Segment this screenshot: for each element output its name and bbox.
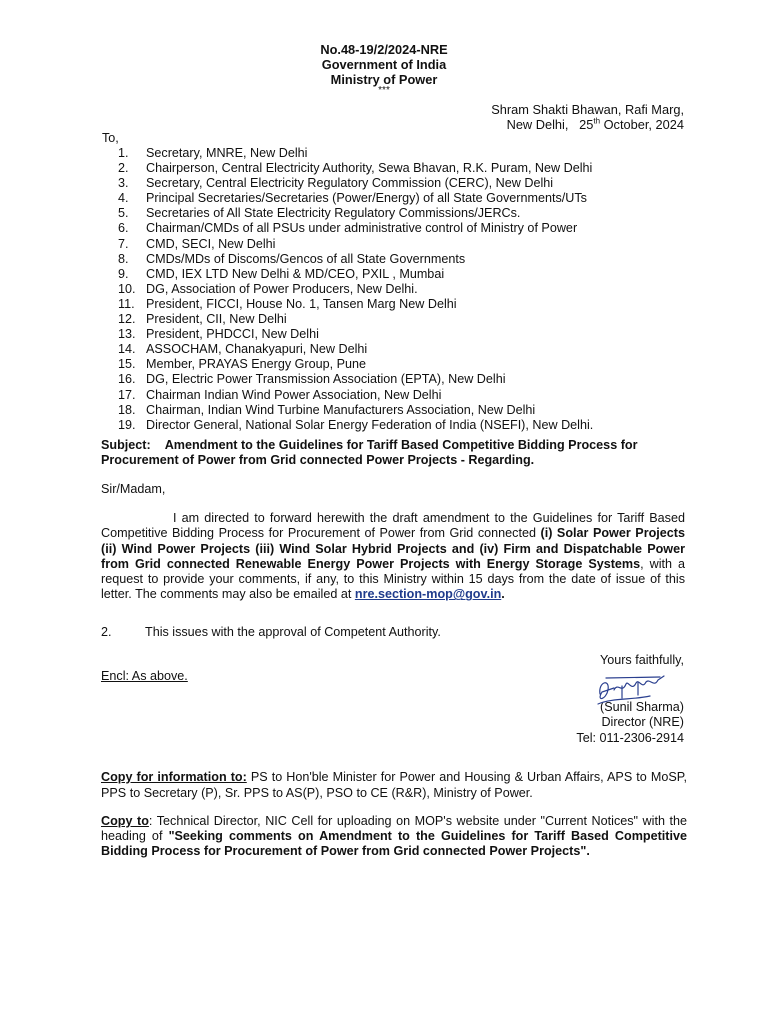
- para2-number: 2.: [101, 625, 112, 639]
- recipient-text: President, FICCI, House No. 1, Tansen Marg New Delhi: [146, 296, 457, 311]
- government-name: Government of India: [321, 57, 447, 72]
- recipient-item: [118, 327, 593, 342]
- recipient-item: [118, 176, 593, 191]
- recipient-item: [118, 191, 593, 206]
- sender-address: [491, 102, 684, 132]
- recipient-text: ASSOCHAM, Chanakyapuri, New Delhi: [146, 342, 368, 357]
- recipient-text: Member, PRAYAS Energy Group, Pune: [146, 357, 367, 372]
- copy-to-text: : Technical Director, NIC Cell for uploading on MOP's website under "Current Notices" with the heading of: [101, 814, 687, 843]
- recipient-number: 9.: [118, 266, 129, 281]
- subject-text: Amendment to the Guidelines for Tariff Based Competitive Bidding Process for Procurement of Power from Grid connected Power Projects - Regarding.: [101, 438, 638, 467]
- recipient-text: President, CII, New Delhi: [146, 312, 287, 327]
- recipient-item: [118, 342, 593, 357]
- recipient-number: 1.: [118, 146, 129, 160]
- handwritten-signature: [592, 668, 672, 708]
- recipient-text: Secretary, MNRE, New Delhi: [146, 146, 308, 160]
- recipient-text: Director General, National Solar Energy Federation of India (NSEFI), New Delhi.: [146, 417, 594, 432]
- recipient-number: 16.: [118, 372, 136, 387]
- copy-to: [101, 814, 687, 859]
- recipient-text: President, PHDCCI, New Delhi: [146, 327, 319, 342]
- date-month-year: October, 2024: [603, 117, 684, 132]
- recipient-text: Chairperson, Central Electricity Authority, Sewa Bhavan, R.K. Puram, New Delhi: [146, 161, 593, 176]
- copy-for-information: [101, 770, 687, 801]
- subject-label: Subject:: [101, 438, 151, 452]
- para2-text: This issues with the approval of Competent Authority.: [145, 625, 441, 639]
- recipient-text: CMD, IEX LTD New Delhi & MD/CEO, PXIL , Mumbai: [146, 266, 445, 281]
- para1-text-2: , with a request to provide your comments, if any, to this Ministry within 15 days from the date of issue of this letter. The comments may also be emailed at: [101, 556, 685, 602]
- recipient-number: 4.: [118, 191, 129, 206]
- recipient-text: Secretaries of All State Electricity Regulatory Commissions/JERCs.: [146, 206, 521, 221]
- recipient-number: 2.: [118, 161, 129, 176]
- recipient-item: [118, 297, 593, 312]
- recipient-number: 11.: [118, 296, 135, 311]
- recipient-item: [118, 267, 593, 282]
- copy-info-label: Copy for information to:: [101, 770, 247, 784]
- recipient-text: DG, Electric Power Transmission Association (EPTA), New Delhi: [146, 372, 506, 387]
- recipient-number: 18.: [118, 402, 136, 417]
- recipient-text: Chairman, Indian Wind Turbine Manufacturers Association, New Delhi: [146, 402, 536, 417]
- ministry-name: Ministry of Power: [330, 72, 438, 87]
- body-paragraph-2: [101, 625, 441, 640]
- to-label: To,: [102, 131, 119, 145]
- date-day-suffix: th: [593, 116, 601, 126]
- date-line: [491, 117, 684, 132]
- recipient-number: 15.: [118, 357, 136, 372]
- recipient-number: 3.: [118, 176, 129, 191]
- recipient-number: 7.: [118, 236, 129, 251]
- recipient-item: [118, 252, 593, 267]
- letter-header: [0, 42, 768, 95]
- recipient-number: 6.: [118, 221, 129, 236]
- recipient-text: DG, Association of Power Producers, New Delhi.: [146, 281, 418, 296]
- recipient-text: CMDs/MDs of Discoms/Gencos of all State Governments: [146, 251, 466, 266]
- signatory-tel: Tel: 011-2306-2914: [576, 730, 684, 745]
- recipient-item: [118, 161, 593, 176]
- recipient-item: [118, 372, 593, 387]
- recipient-item: [118, 282, 593, 297]
- recipient-number: 5.: [118, 206, 129, 221]
- date-day: 25: [579, 117, 594, 132]
- recipient-number: 17.: [118, 387, 136, 402]
- copy-to-heading: "Seeking comments on Amendment to the Guidelines for Tariff Based Competitive Bidding Process for Procurement of Power from Grid connected Power Projects".: [101, 829, 688, 858]
- subject-line: [101, 438, 691, 468]
- recipient-text: Chairman/CMDs of all PSUs under administrative control of Ministry of Power: [146, 221, 578, 236]
- recipient-item: [118, 237, 593, 252]
- recipient-number: 10.: [118, 281, 136, 296]
- address-city: New Delhi,: [506, 117, 569, 132]
- header-stars: ***: [378, 85, 390, 96]
- recipient-item: [118, 146, 593, 161]
- recipient-item: [118, 206, 593, 221]
- copy-info-text: PS to Hon'ble Minister for Power and Housing & Urban Affairs, APS to MoSP, PPS to Secretary (P), Sr. PPS to AS(P), PSO to CE (R&R), Ministry of Power.: [101, 770, 687, 800]
- recipient-text: Chairman Indian Wind Power Association, New Delhi: [146, 387, 442, 402]
- recipient-item: [118, 388, 593, 403]
- recipient-number: 13.: [118, 327, 136, 342]
- closing: Yours faithfully,: [599, 653, 684, 667]
- para1-end: .: [501, 587, 505, 602]
- salutation: Sir/Madam,: [101, 482, 166, 496]
- signatory-designation: Director (NRE): [601, 715, 684, 729]
- copy-to-label: Copy to: [101, 814, 149, 828]
- recipient-item: [118, 403, 593, 418]
- recipient-text: Secretary, Central Electricity Regulatory Commission (CERC), New Delhi: [146, 176, 554, 191]
- recipient-list: [118, 146, 593, 433]
- encl-text: : As above.: [125, 669, 188, 683]
- recipient-item: [118, 312, 593, 327]
- file-number: No.48-19/2/2024-NRE: [320, 42, 448, 57]
- body-paragraph-1: [101, 511, 685, 603]
- para1-bold-projects: (i) Solar Power Projects (ii) Wind Power Projects (iii) Wind Solar Hybrid Projects and (iv) Firm and Dispatchable Power from Grid connected Renewable Energy Power Projects with Energy Storage Systems: [101, 526, 685, 571]
- email-link[interactable]: nre.section-mop@gov.in: [354, 587, 502, 602]
- recipient-number: 8.: [118, 251, 129, 266]
- address-line: Shram Shakti Bhawan, Rafi Marg,: [491, 102, 684, 117]
- signatory-name: (Sunil Sharma): [600, 699, 684, 714]
- recipient-text: Principal Secretaries/Secretaries (Power/Energy) of all State Governments/UTs: [146, 191, 587, 206]
- recipient-number: 12.: [118, 312, 136, 327]
- recipient-item: [118, 418, 593, 433]
- recipient-number: 19.: [118, 417, 136, 432]
- para1-text-1: I am directed to forward herewith the draft amendment to the Guidelines for Tariff Based Competitive Bidding Process for Procurement of Power from Grid connected: [101, 511, 685, 541]
- enclosure-note: [101, 669, 188, 684]
- recipient-number: 14.: [118, 342, 136, 357]
- recipient-text: CMD, SECI, New Delhi: [146, 236, 276, 251]
- encl-label: Encl: [101, 669, 126, 683]
- recipient-item: [118, 357, 593, 372]
- recipient-item: [118, 221, 593, 236]
